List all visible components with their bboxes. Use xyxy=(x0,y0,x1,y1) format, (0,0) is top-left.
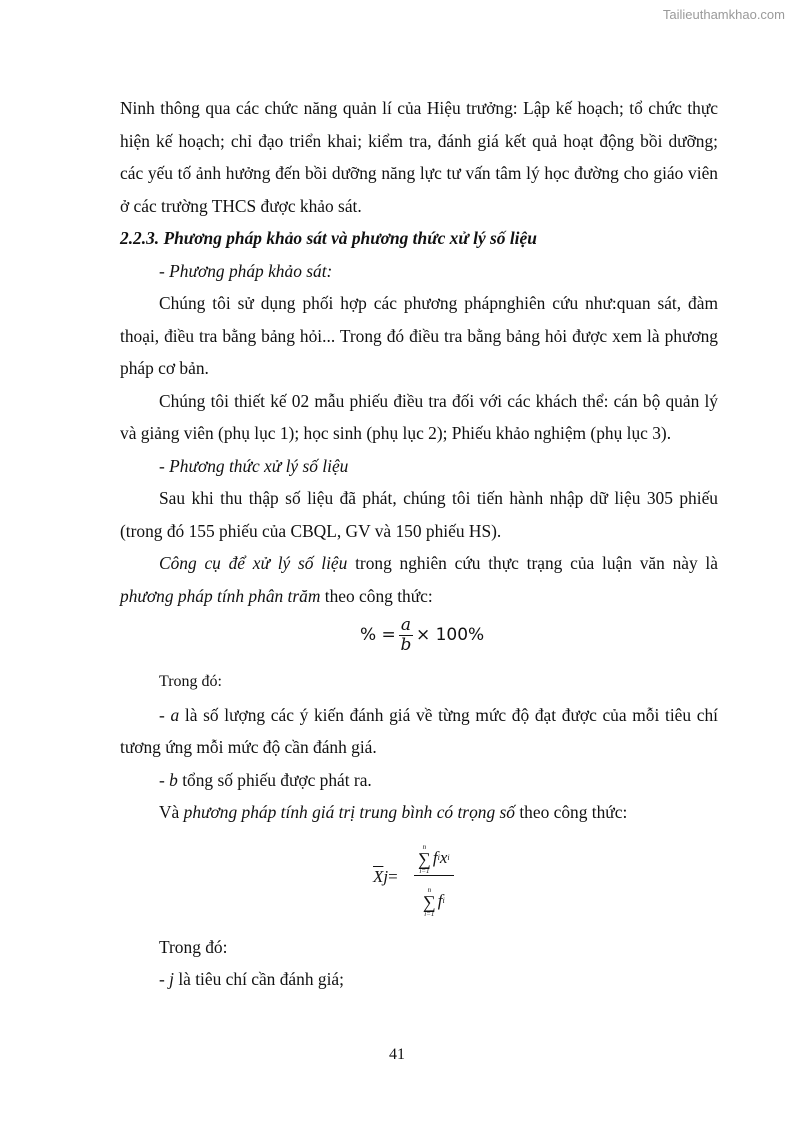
numerator xyxy=(414,833,454,876)
denominator xyxy=(423,876,445,918)
fraction-denominator: b xyxy=(400,635,412,655)
fraction-numerator: a xyxy=(400,615,411,635)
j-symbol: j xyxy=(383,866,389,886)
f-symbol: f xyxy=(437,891,443,910)
definition-j: - j là tiêu chí cần đánh giá; xyxy=(159,969,344,989)
paragraph-percent-method xyxy=(120,547,718,612)
definition-b: - b tổng số phiếu được phát ra. xyxy=(159,769,372,790)
formula-lhs: % = xyxy=(360,625,396,646)
f-subscript: i xyxy=(437,853,440,862)
sum-symbol xyxy=(418,843,431,875)
var-b: b xyxy=(169,769,178,790)
f-subscript: i xyxy=(442,896,445,905)
text-span: theo công thức: xyxy=(514,802,628,822)
definition-a: - a là số lượng các ý kiến đánh giá về từng mức độ đạt được của mỗi tiêu chí tương ứng mỗi mức độ cần đánh giá. xyxy=(120,704,719,757)
sum-upper: n xyxy=(422,842,427,851)
x-symbol: x xyxy=(439,848,448,867)
text-span: Và xyxy=(159,802,184,822)
sigma: ∑ xyxy=(418,848,431,869)
paragraph-weighted-mean xyxy=(120,796,718,829)
sum-lower: i=1 xyxy=(424,909,435,918)
where-label-1: Trong đó: xyxy=(159,673,222,690)
watermark: Tailieuthamkhao.com xyxy=(662,7,785,22)
sum-symbol xyxy=(423,886,436,918)
fraction-a-over-b xyxy=(399,616,413,655)
f-symbol: f xyxy=(432,848,438,867)
weighted-mean-formula xyxy=(120,833,718,925)
text-span: là tiêu chí cần đánh giá; xyxy=(173,969,344,989)
paragraph-data-entry: Sau khi thu thập số liệu đã phát, chúng tôi tiến hành nhập dữ liệu 305 phiếu (trong đó 155 phiếu của CBQL, GV và 150 phiếu HS). xyxy=(120,488,718,541)
equals-sign: = xyxy=(388,866,398,886)
document-body xyxy=(120,92,718,996)
paragraph-questionnaires: Chúng tôi thiết kế 02 mẫu phiếu điều tra đối với các khách thể: cán bộ quản lý và giảng viên (phụ lục 1); học sinh (phụ lục 2); Phiếu khảo nghiệm (phụ lục 3). xyxy=(120,390,718,443)
text-span: trong nghiên cứu thực trạng của luận văn này là xyxy=(347,553,718,573)
section-heading: 2.2.3. Phương pháp khảo sát và phương thức xử lý số liệu xyxy=(120,228,537,248)
paragraph-intro: Ninh thông qua các chức năng quản lí của Hiệu trưởng: Lập kế hoạch; tổ chức thực hiện kế hoạch; chỉ đạo triển khai; kiểm tra, đánh giá kết quả hoạt động bồi dưỡng; các yếu tố ảnh hưởng đến bồi dưỡng năng lực tư vấn tâm lý học đường cho giáo viên ở các trường THCS được khảo sát. xyxy=(120,98,718,216)
subheading-survey-method: - Phương pháp khảo sát: xyxy=(159,260,333,281)
italic-weighted-mean: phương pháp tính giá trị trung bình có trọng số xyxy=(183,802,515,822)
formula-rhs: × 100% xyxy=(415,625,485,646)
text-span: theo công thức: xyxy=(320,585,433,606)
var-a: a xyxy=(170,704,180,725)
sum-upper: n xyxy=(427,885,432,894)
where-label-2: Trong đó: xyxy=(159,936,228,957)
text-span: là số lượng các ý kiến đánh giá về từng mức độ đạt được của mỗi tiêu chí tương ứng mỗi mức độ cần đánh giá. xyxy=(120,704,719,757)
var-j: j xyxy=(169,969,174,989)
subheading-data-processing: - Phương thức xử lý số liệu xyxy=(159,455,349,476)
italic-tool: Công cụ để xử lý số liệu xyxy=(159,553,348,573)
weighted-fraction xyxy=(414,833,454,918)
sum-lower: i=1 xyxy=(419,866,430,875)
formula-lhs-xj xyxy=(373,861,398,894)
x-subscript: i xyxy=(447,853,450,862)
text-span: tổng số phiếu được phát ra. xyxy=(177,769,372,790)
page-number: 41 xyxy=(389,1046,405,1063)
paragraph-methods: Chúng tôi sử dụng phối hợp các phương phápnghiên cứu như:quan sát, đàm thoại, điều tra bằng bảng hỏi... Trong đó điều tra bằng bảng hỏi được xem là phương pháp cơ bản. xyxy=(120,293,718,378)
x-bar: $\overline{X}$ xyxy=(373,866,384,886)
sigma: ∑ xyxy=(422,891,436,912)
italic-percent-method: phương pháp tính phân trăm xyxy=(120,585,321,606)
percent-formula xyxy=(120,614,718,660)
